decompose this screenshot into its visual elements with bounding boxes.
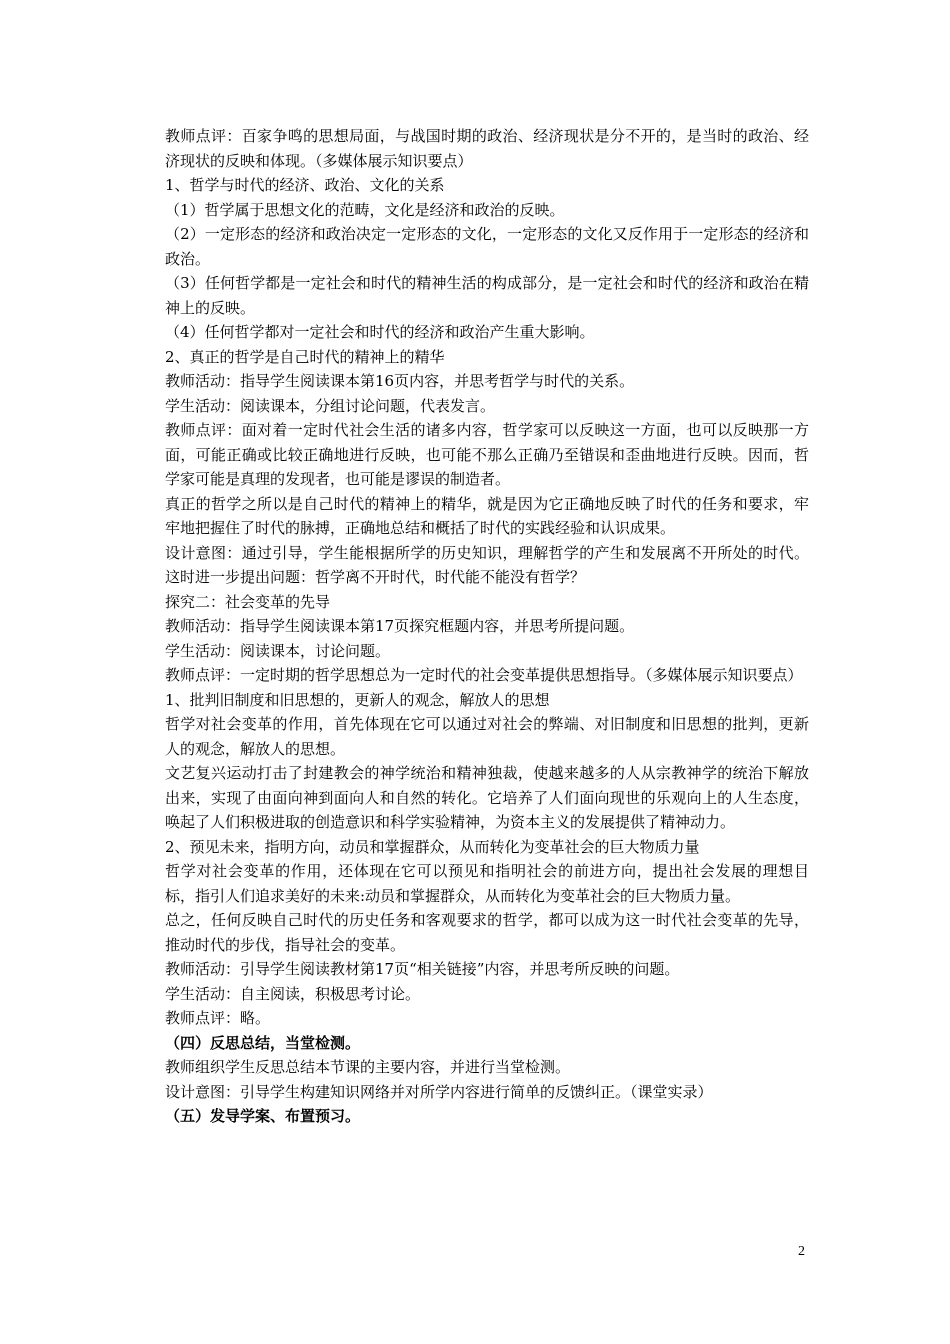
heading-true-philosophy: 2、真正的哲学是自己时代的精神上的精华 <box>165 347 445 366</box>
paragraph-summary: 总之，任何反映自己时代的历史任务和客观要求的哲学，都可以成为这一时代社会变革的先导，推动时代的步伐，指导社会的变革。 <box>165 911 809 954</box>
paragraph-teacher-activity-2: 教师活动：指导学生阅读课本第17页探究框题内容，并思考所提问题。 <box>165 617 635 635</box>
paragraph-student-activity-2: 学生活动：阅读课本，讨论问题。 <box>165 641 391 660</box>
paragraph-true-philosophy-essence: 真正的哲学之所以是自己时代的精神上的精华，就是因为它正确地反映了时代的任务和要求，牢牢地把握住了时代的脉搏，正确地总结和概括了时代的实践经验和认识成果。 <box>165 494 809 537</box>
paragraph-teacher-comment-1: 教师点评：百家争鸣的思想局面，与战国时期的政治、经济现状是分不开的，是当时的政治、经济现状的反映和体现。（多媒体展示知识要点） <box>165 127 809 170</box>
point-4: （4）任何哲学都对一定社会和时代的经济和政治产生重大影响。 <box>165 323 595 341</box>
heading-critique: 1、批判旧制度和旧思想的，更新人的观念，解放人的思想 <box>165 690 550 709</box>
paragraph-teacher-comment-3: 教师点评：一定时期的哲学思想总为一定时代的社会变革提供思想指导。（多媒体展示知识要点） <box>165 666 803 684</box>
heading-foresee-future: 2、预见未来，指明方向，动员和掌握群众，从而转化为变革社会的巨大物质力量 <box>165 837 700 856</box>
paragraph-critique-role: 哲学对社会变革的作用，首先体现在它可以通过对社会的弊端、对旧制度和旧思想的批判，更新人的观念，解放人的思想。 <box>165 715 809 758</box>
point-3: （3）任何哲学都是一定社会和时代的精神生活的构成部分，是一定社会和时代的经济和政治在精神上的反映。 <box>165 274 809 317</box>
heading-reflection: （四）反思总结，当堂检测。 <box>165 1033 361 1052</box>
paragraph-student-activity-1: 学生活动：阅读课本，分组讨论问题，代表发言。 <box>165 396 496 415</box>
paragraph-reflection: 教师组织学生反思总结本节课的主要内容，并进行当堂检测。 <box>165 1058 571 1076</box>
paragraph-teacher-activity-1: 教师活动：指导学生阅读课本第16页内容，并思考哲学与时代的关系。 <box>165 372 635 390</box>
heading-inquiry-2: 探究二：社会变革的先导 <box>165 592 331 611</box>
heading-assignment: （五）发导学案、布置预习。 <box>165 1107 361 1125</box>
paragraph-foresee-role: 哲学对社会变革的作用，还体现在它可以预见和指明社会的前进方向，提出社会发展的理想目标，指引人们追求美好的未来:动员和掌握群众，从而转化为变革社会的巨大物质力量。 <box>165 862 809 905</box>
page-number: 2 <box>798 1244 805 1259</box>
point-1: （1）哲学属于思想文化的范畴，文化是经济和政治的反映。 <box>165 200 565 219</box>
paragraph-design-intent-2: 设计意图：引导学生构建知识网络并对所学内容进行简单的反馈纠正。（课堂实录） <box>165 1082 713 1101</box>
document-body <box>165 124 809 1129</box>
heading-philosophy-relation: 1、哲学与时代的经济、政治、文化的关系 <box>165 176 445 194</box>
paragraph-renaissance: 文艺复兴运动打击了封建教会的神学统治和精神独裁，使越来越多的人从宗教神学的统治下解放出来，实现了由面向神到面向人和自然的转化。它培养了人们面向现世的乐观向上的人生态度，唤起了人们积极进取的创造意识和科学实验精神，为资本主义的发展提供了精神动力。 <box>165 764 809 831</box>
point-2: （2）一定形态的经济和政治决定一定形态的文化，一定形态的文化又反作用于一定形态的经济和政治。 <box>165 225 809 268</box>
paragraph-teacher-comment-2: 教师点评：面对着一定时代社会生活的诸多内容，哲学家可以反映这一方面，也可以反映那一方面，可能正确或比较正确地进行反映，也可能不那么正确乃至错误和歪曲地进行反映。因而，哲学家可能是真理的发现者，也可能是谬误的制造者。 <box>165 421 809 488</box>
paragraph-student-activity-3: 学生活动：自主阅读，积极思考讨论。 <box>165 984 421 1003</box>
paragraph-teacher-comment-4: 教师点评：略。 <box>165 1009 271 1027</box>
paragraph-design-intent-1: 设计意图：通过引导，学生能根据所学的历史知识，理解哲学的产生和发展离不开所处的时代。这时进一步提出问题：哲学离不开时代，时代能不能没有哲学？ <box>165 543 809 586</box>
paragraph-teacher-activity-3: 教师活动：引导学生阅读教材第17页“相关链接”内容，并思考所反映的问题。 <box>165 960 680 978</box>
